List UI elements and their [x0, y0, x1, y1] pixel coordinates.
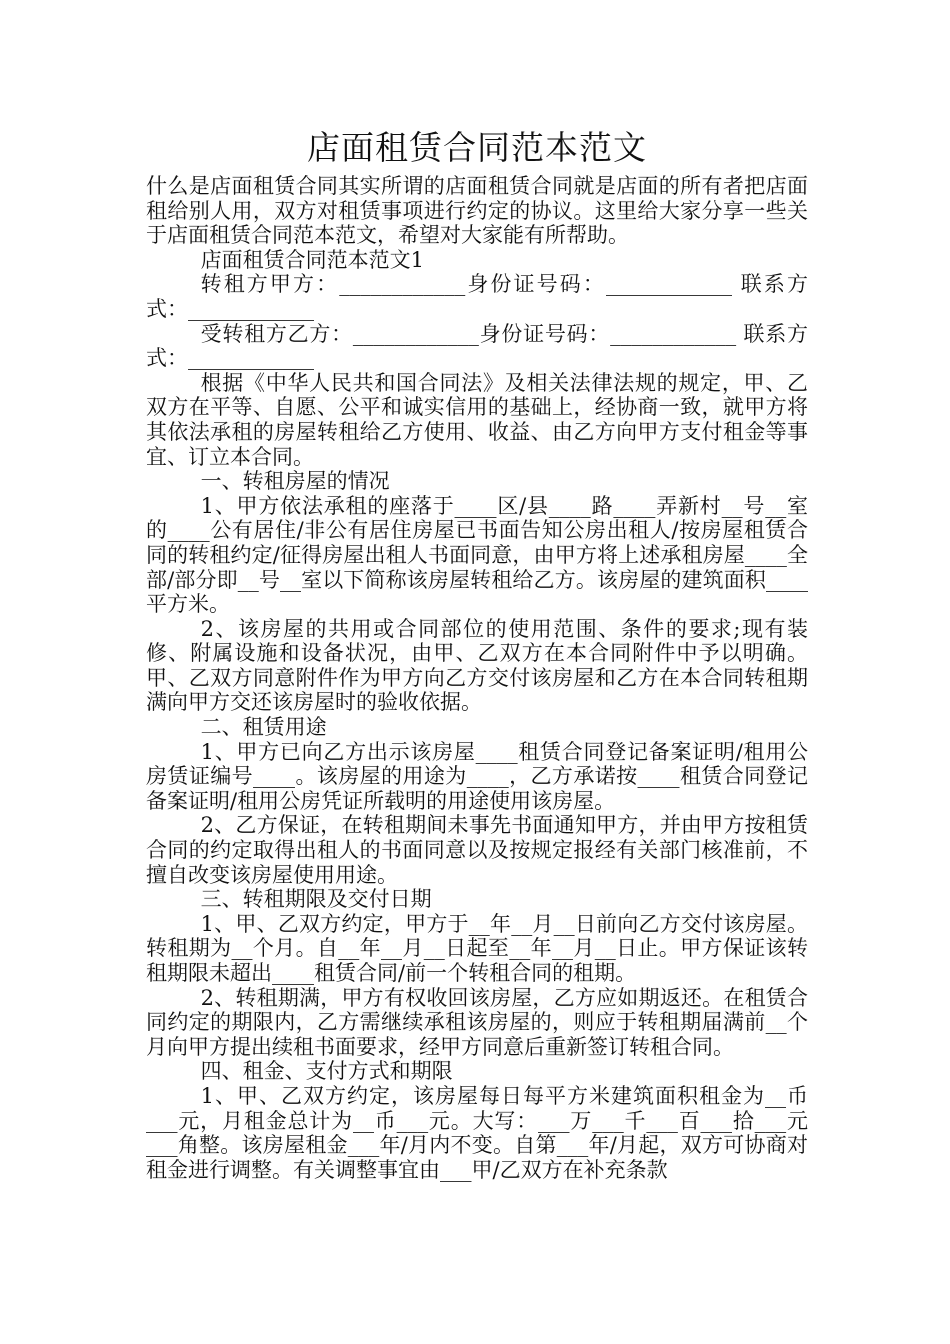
- paragraph: 1、甲方依法承租的座落于____区/县____路____弄新村__号__室的____公有居住/非公有居住房屋已书面告知公房出租人/按房屋租赁合同的转租约定/征得房屋出租人书面同意，由甲方将上述承租房屋____全部/部分即__号__室以下简称该房屋转租给乙方。该房屋的建筑面积____平方米。: [146, 493, 808, 617]
- paragraph: 1、甲、乙双方约定，甲方于__年__月__日前向乙方交付该房屋。转租期为__个月。自__年__月__日起至__年__月__日止。甲方保证该转租期限未超出____租赁合同/前一个转租合同的租期。: [146, 911, 808, 985]
- paragraph: 四、租金、支付方式和期限: [200, 1059, 453, 1084]
- document-body: [146, 174, 808, 1182]
- paragraph: 转租方甲方：____________身份证号码：____________ 联系方式：____________: [146, 272, 808, 321]
- paragraph: 什么是店面租赁合同其实所谓的店面租赁合同就是店面的所有者把店面租给别人用，双方对租赁事项进行约定的协议。这里给大家分享一些关于店面租赁合同范本范文，希望对大家能有所帮助。: [146, 174, 808, 248]
- paragraph: 2、转租期满，甲方有权收回该房屋，乙方应如期返还。在租赁合同约定的期限内，乙方需继续承租该房屋的，则应于转租期届满前__个月向甲方提出续租书面要求，经甲方同意后重新签订转租合同。: [146, 985, 808, 1059]
- paragraph: 2、乙方保证，在转租期间未事先书面通知甲方，并由甲方按租赁合同的约定取得出租人的书面同意以及按规定报经有关部门核准前，不擅自改变该房屋使用用途。: [146, 813, 808, 887]
- document-page: [146, 126, 808, 1182]
- paragraph: 受转租方乙方：____________身份证号码：____________ 联系方式：____________: [146, 321, 808, 371]
- document-title: 店面租赁合同范本范文: [307, 128, 647, 167]
- paragraph: 店面租赁合同范本范文1: [200, 247, 424, 272]
- paragraph: 一、转租房屋的情况: [200, 469, 390, 494]
- paragraph: 1、甲方已向乙方出示该房屋____租赁合同登记备案证明/租用公房赁证编号____。该房屋的用途为____，乙方承诺按____租赁合同登记备案证明/租用公房凭证所载明的用途使用该房屋。: [146, 739, 808, 813]
- paragraph: 1、甲、乙双方约定，该房屋每日每平方米建筑面积租金为__币___元，月租金总计为__币___元。大写：___万___千___百___拾___元___角整。该房屋租金___年/月内不变。自第___年/月起，双方可协商对租金进行调整。有关调整事宜由___甲/乙双方在补充条款: [146, 1083, 808, 1182]
- paragraph: 二、租赁用途: [200, 715, 327, 740]
- paragraph: 根据《中华人民共和国合同法》及相关法律法规的规定，甲、乙双方在平等、自愿、公平和诚实信用的基础上，经协商一致，就甲方将其依法承租的房屋转租给乙方使用、收益、由乙方向甲方支付租金等事宜、订立本合同。: [146, 370, 808, 469]
- paragraph: 三、转租期限及交付日期: [200, 887, 432, 912]
- paragraph: 2、该房屋的共用或合同部位的使用范围、条件的要求;现有装修、附属设施和设备状况，由甲、乙双方在本合同附件中予以明确。甲、乙双方同意附件作为甲方向乙方交付该房屋和乙方在本合同转租期满向甲方交还该房屋时的验收依据。: [146, 616, 808, 715]
